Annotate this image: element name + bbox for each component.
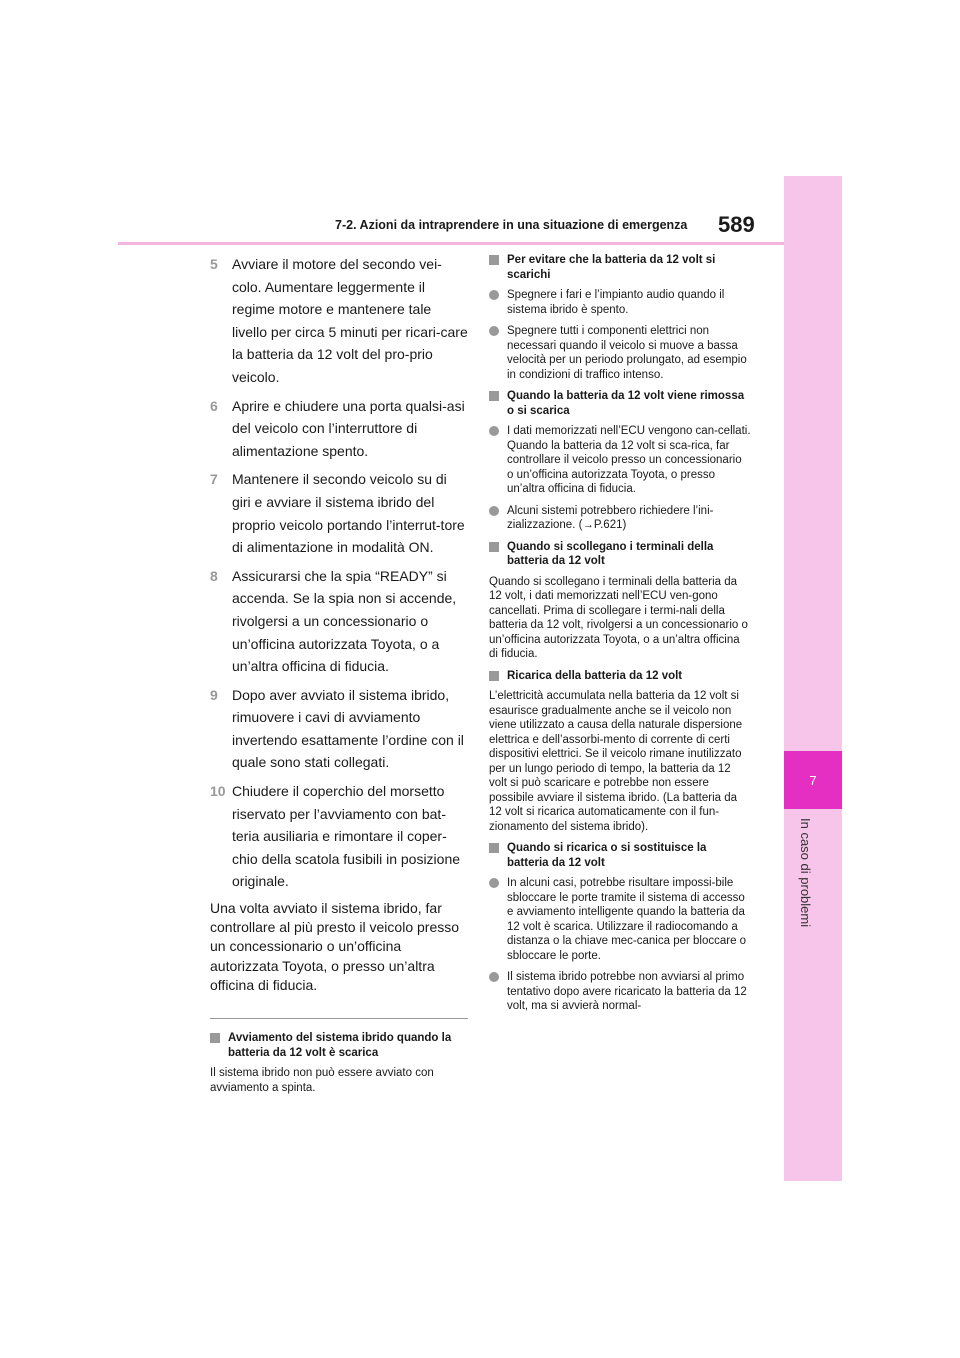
paragraph-disconnect-terminals: Quando si scollegano i terminali della batteria da 12 volt, i dati memorizzati nell’ECU ven-gono cancellati. Prima di scollegare i termi-nali della batteria da 12 volt, rivolgersi a un concessionario o un’officina autorizzata Toyota, o a un’altra officina di fiducia. — [489, 575, 748, 660]
heading-disconnect-terminals — [489, 540, 751, 569]
bullet-item — [489, 876, 751, 963]
note-heading-hybrid-start — [210, 1031, 468, 1060]
step-number: 6 — [210, 397, 218, 414]
step-number: 9 — [210, 686, 218, 703]
step-text: Mantenere il secondo veicolo su di giri e avviare il sistema ibrido del proprio veicolo portando l’interrut-tore di alimentazione in modalità ON. — [232, 471, 465, 556]
separator-rule — [210, 1018, 468, 1019]
paragraph-battery-charging: L’elettricità accumulata nella batteria da 12 volt si esaurisce gradualmente anche se il veicolo non viene utilizzato a causa della naturale dispersione elettrica e dell’assorbi-mento di corrente di certi dispositivi elettrici. Se il veicolo rimane inutilizzato per un lungo periodo di tempo, la batteria da 12 volt si può scaricare e potrebbe non essere possibile avviare il sistema ibrido. (La batteria da 12 volt si ricarica automaticamente con il fun-zionamento del sistema ibrido). — [489, 690, 743, 833]
bullet-item — [489, 970, 751, 1014]
heading-text: Avviamento del sistema ibrido quando la batteria da 12 volt è scarica — [228, 1032, 452, 1059]
circle-bullet-icon — [489, 426, 499, 436]
circle-bullet-icon — [489, 506, 499, 516]
square-bullet-icon — [489, 391, 499, 401]
note-text-hybrid-start: Il sistema ibrido non può essere avviato con avviamento a spinta. — [210, 1067, 434, 1094]
step-9 — [210, 684, 468, 774]
bullet-text: Il sistema ibrido potrebbe non avviarsi al primo tentativo dopo avere ricaricato la batteria da 12 volt, ma si avvierà normal- — [507, 971, 747, 1012]
right-column — [489, 253, 751, 1021]
page-number: 589 — [718, 212, 755, 237]
circle-bullet-icon — [489, 878, 499, 888]
step-7 — [210, 468, 468, 558]
chapter-title-vertical: In caso di problemi — [798, 818, 813, 928]
chapter-number-box — [784, 751, 842, 809]
step-text: Aprire e chiudere una porta qualsi-asi del veicolo con l’interruttore di alimentazione spento. — [232, 397, 465, 459]
heading-text: Quando si scollegano i terminali della batteria da 12 volt — [507, 540, 714, 567]
heading-charge-or-replace — [489, 841, 751, 870]
square-bullet-icon — [489, 542, 499, 552]
heading-text: Per evitare che la batteria da 12 volt si scarichi — [507, 254, 716, 281]
bullet-item — [489, 504, 751, 533]
circle-bullet-icon — [489, 290, 499, 300]
header-rule — [118, 242, 784, 245]
square-bullet-icon — [210, 1033, 220, 1043]
heading-text: Quando la batteria da 12 volt viene rimossa o si scarica — [507, 390, 745, 417]
step-text: Dopo aver avviato il sistema ibrido, rimuovere i cavi di avviamento invertendo esattamente l’ordine con il quale sono stati collegati. — [232, 686, 464, 771]
bullet-text: Spegnere tutti i componenti elettrici non necessari quando il veicolo si muove a bassa velocità per un periodo prolungato, ad esempio in condizioni di traffico intenso. — [507, 325, 747, 381]
bullet-item — [489, 324, 751, 382]
heading-battery-removed — [489, 389, 751, 418]
section-title: 7-2. Azioni da intraprendere in una situazione di emergenza — [335, 218, 688, 232]
heading-battery-charging — [489, 669, 751, 684]
step-text: Chiudere il coperchio del morsetto riservato per l’avviamento con bat-teria ausiliaria e rimontare il coper-chio della scatola fusibili in posizione originale. — [232, 783, 461, 890]
step-6 — [210, 395, 468, 463]
step-number: 8 — [210, 567, 218, 584]
step-text: Assicurarsi che la spia “READY” si accenda. Se la spia non si accende, rivolgersi a un concessionario o un’officina autorizzata Toyota, o a un’altra officina di fiducia. — [232, 567, 457, 675]
bullet-text: Alcuni sistemi potrebbero richiedere l’ini-zializzazione. (→P.621) — [507, 504, 714, 531]
circle-bullet-icon — [489, 972, 499, 982]
bullet-text: In alcuni casi, potrebbe risultare impossi-bile sbloccare le porte tramite il sistema di accesso e avviamento intelligente quando la batteria da 12 volt è scarica. Utilizzare il radiocomando a distanza o la chiave mec-canica per bloccare o sbloccare le porte. — [507, 877, 747, 962]
step-text: Avviare il motore del secondo vei-colo. Aumentare leggermente il regime motore e mantenere tale livello per circa 5 minuti per ricari-care la batteria da 12 volt del pro-prio veicolo. — [232, 256, 468, 385]
square-bullet-icon — [489, 671, 499, 681]
square-bullet-icon — [489, 843, 499, 853]
step-10 — [210, 780, 468, 893]
step-5 — [210, 253, 468, 389]
heading-text: Ricarica della batteria da 12 volt — [507, 669, 683, 682]
heading-prevent-discharge — [489, 253, 751, 282]
step-number: 10 — [210, 783, 226, 800]
after-steps-paragraph: Una volta avviato il sistema ibrido, far controllare al più presto il veicolo presso un concessionario o un’officina autorizzata Toyota, o presso un’altra officina di fiducia. — [210, 900, 460, 993]
left-column — [210, 253, 468, 1102]
bullet-item — [489, 424, 751, 497]
heading-text: Quando si ricarica o si sostituisce la batteria da 12 volt — [507, 842, 707, 869]
square-bullet-icon — [489, 255, 499, 265]
bullet-text: I dati memorizzati nell’ECU vengono can-cellati. Quando la batteria da 12 volt si sca-rica, far controllare il veicolo presso un concessionario o un’officina autorizzata Toyota, o presso un’altra officina di fiducia. — [507, 425, 751, 495]
circle-bullet-icon — [489, 326, 499, 336]
step-number: 5 — [210, 256, 218, 272]
chapter-side-tab — [784, 176, 842, 1181]
step-number: 7 — [210, 471, 218, 488]
bullet-item — [489, 288, 751, 317]
bullet-text: Spegnere i fari e l’impianto audio quando il sistema ibrido è spento. — [507, 289, 725, 316]
step-8 — [210, 565, 468, 678]
chapter-number: 7 — [809, 772, 817, 788]
